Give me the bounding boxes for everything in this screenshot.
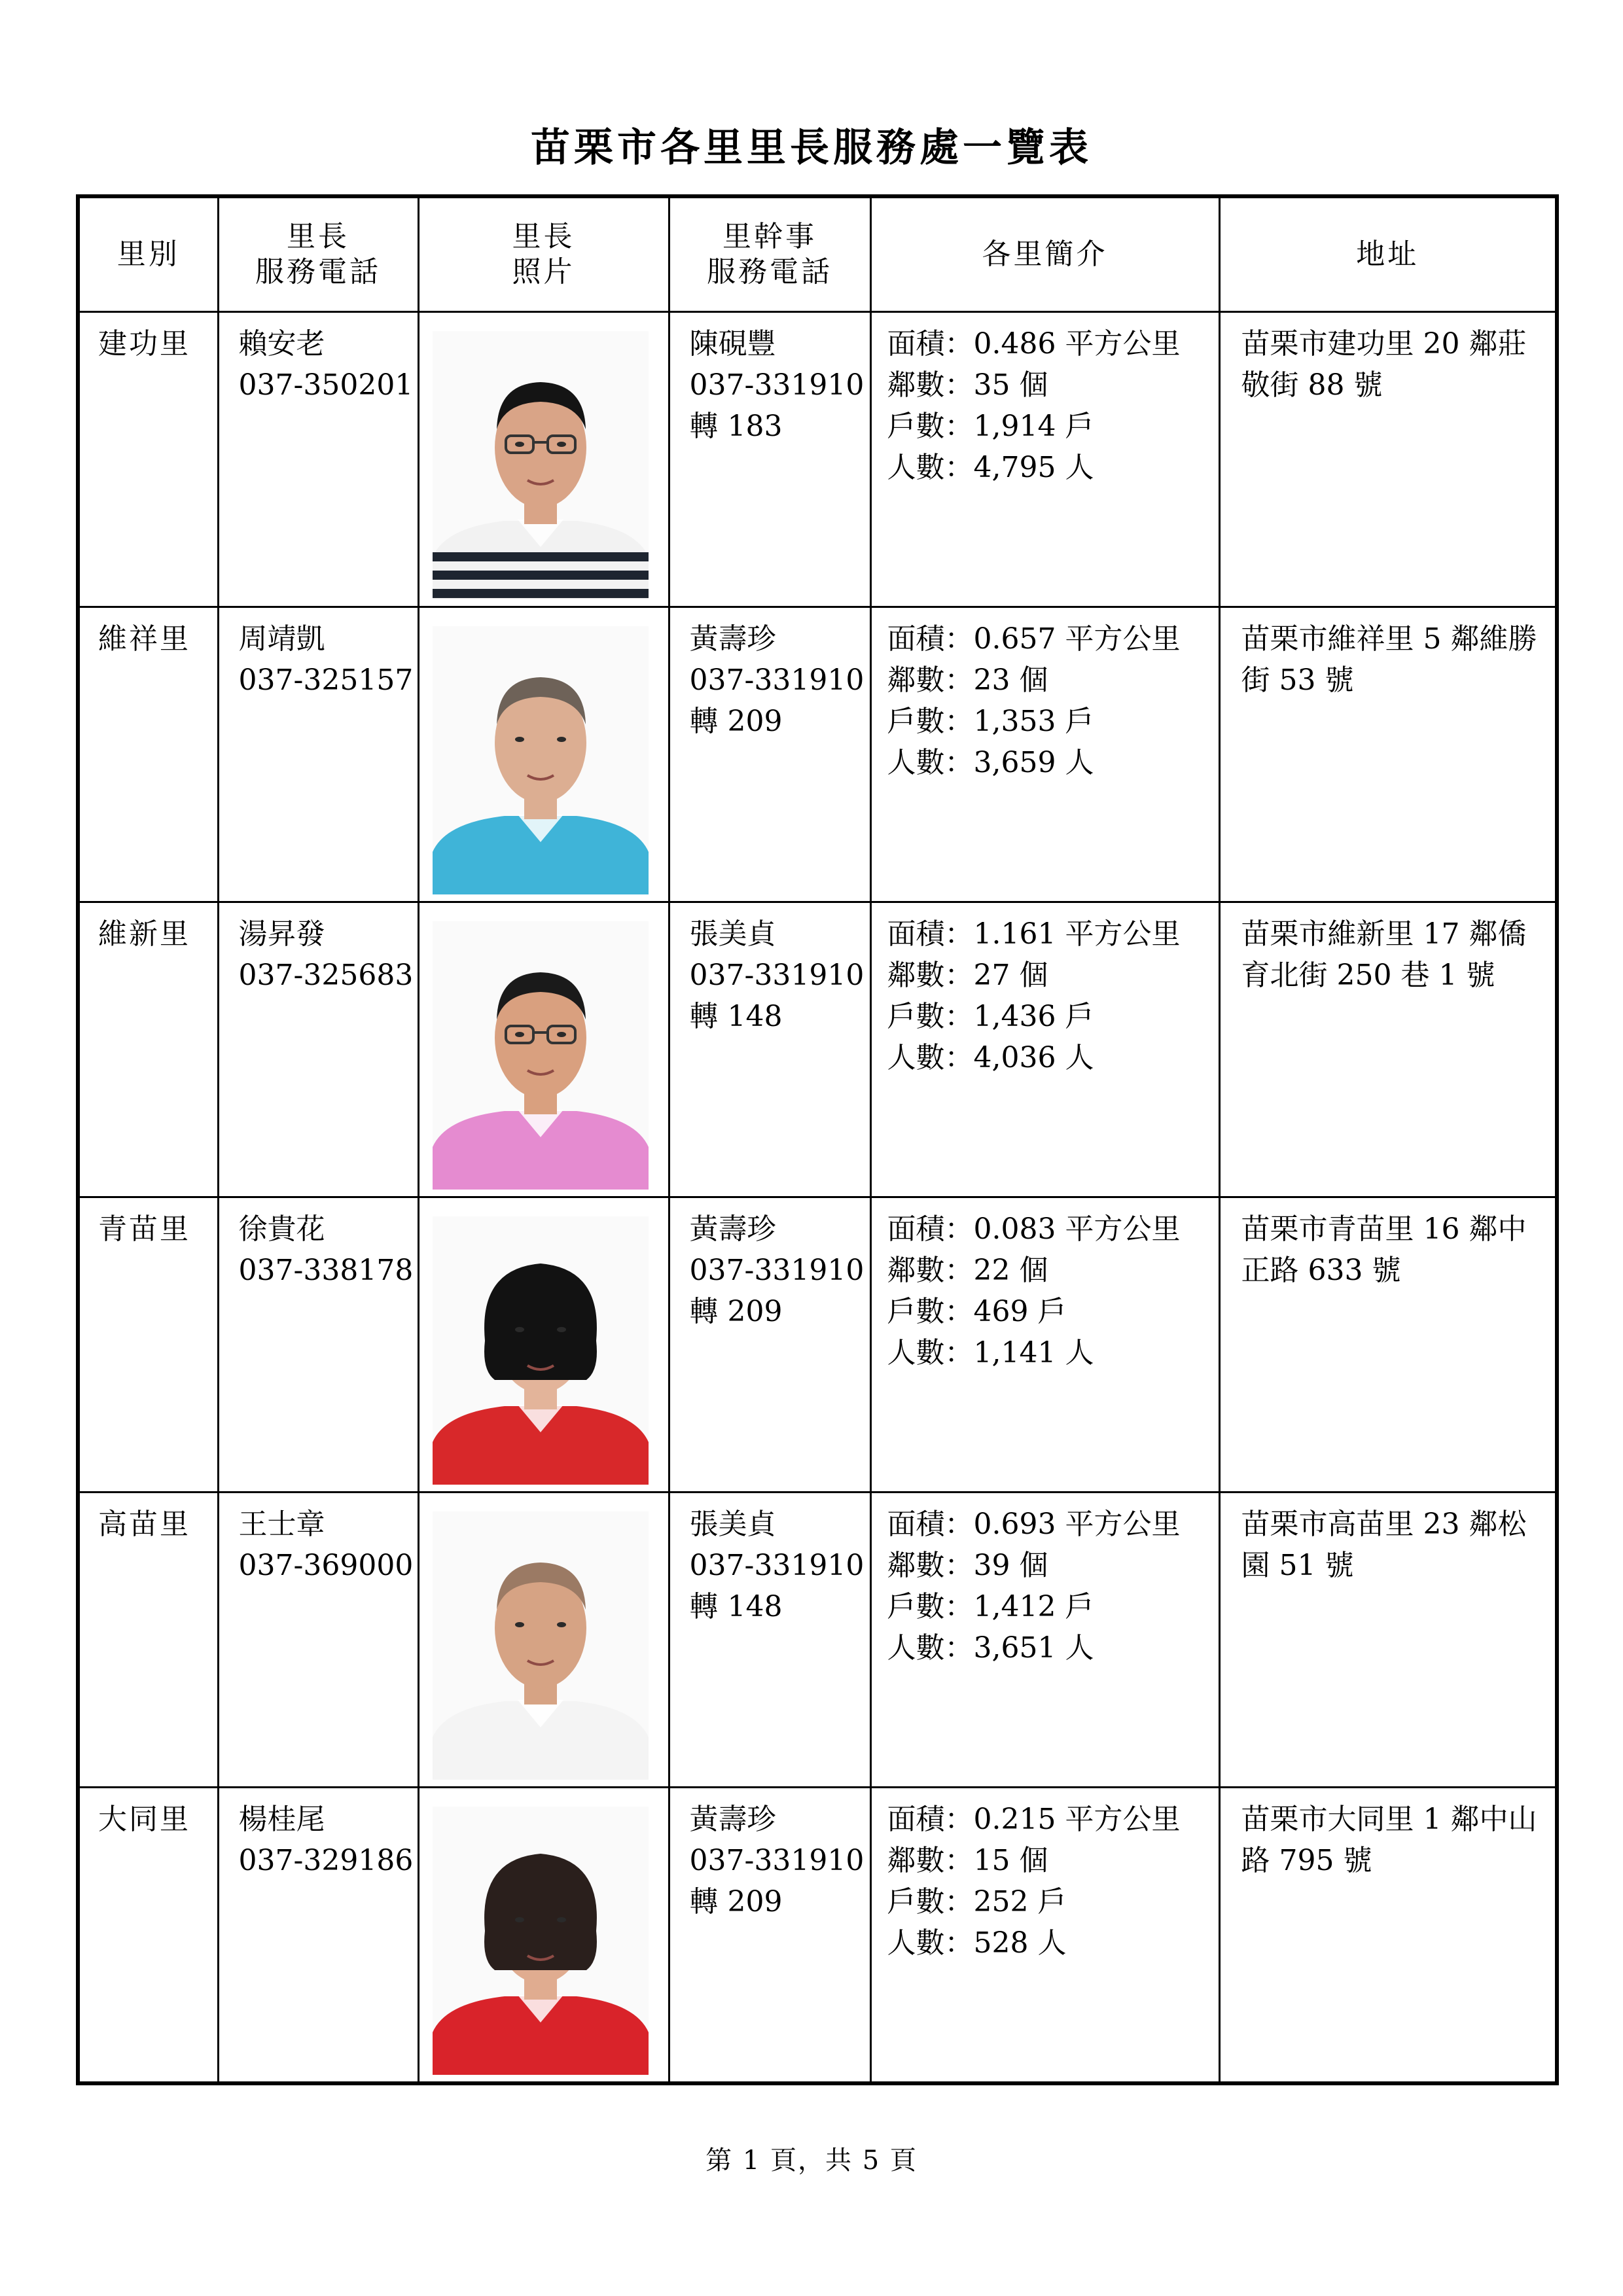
header-address: 地址 <box>1219 196 1557 312</box>
household-count: 戶數：1,353 戶 <box>887 704 1094 738</box>
address: 苗栗市建功里 20 鄰莊敬街 88 號 <box>1241 327 1527 402</box>
officer-name: 陳硯豐 <box>689 327 776 361</box>
area: 面積：0.083 平方公里 <box>887 1212 1181 1246</box>
portrait-illustration <box>433 626 649 894</box>
chief-cell <box>218 902 418 1197</box>
population-count: 人數：1,141 人 <box>887 1335 1094 1369</box>
village-cell <box>78 1492 218 1787</box>
area: 面積：0.657 平方公里 <box>887 622 1181 656</box>
page-title: 苗栗市各里里長服務處一覽表 <box>531 125 1092 171</box>
address-cell <box>1219 1197 1557 1492</box>
household-count: 戶數：1,412 戶 <box>887 1589 1094 1623</box>
chief-name: 楊桂尾 <box>238 1802 325 1836</box>
table-row <box>78 1787 1557 2083</box>
officer-cell <box>669 1492 870 1787</box>
officer-cell <box>669 607 870 902</box>
officer-phone: 037-331910 <box>689 958 865 992</box>
chief-cell <box>218 1787 418 2083</box>
address: 苗栗市高苗里 23 鄰松園 51 號 <box>1241 1507 1527 1582</box>
household-count: 戶數：252 戶 <box>887 1884 1067 1918</box>
officer-phone: 037-331910 <box>689 1548 865 1582</box>
table-row <box>78 1197 1557 1492</box>
officer-name: 張美貞 <box>689 917 776 951</box>
address-cell <box>1219 902 1557 1197</box>
area: 面積：0.693 平方公里 <box>887 1507 1181 1541</box>
officer-cell <box>669 312 870 607</box>
village-cell <box>78 1197 218 1492</box>
chief-cell <box>218 312 418 607</box>
household-count: 戶數：1,914 戶 <box>887 410 1094 443</box>
chief-name: 王士章 <box>238 1507 325 1541</box>
chief-phone: 037-325683 <box>238 958 414 992</box>
chief-cell <box>218 1492 418 1787</box>
neighborhood-count: 鄰數：39 個 <box>887 1548 1048 1582</box>
profile-cell <box>870 607 1219 902</box>
officer-name: 黃壽珍 <box>689 622 776 656</box>
neighborhood-count: 鄰數：35 個 <box>887 368 1048 402</box>
officer-name: 黃壽珍 <box>689 1212 776 1246</box>
officer-phone: 037-331910 <box>689 663 865 697</box>
chief-photo-cell <box>418 312 669 607</box>
officer-phone: 037-331910 <box>689 1253 865 1287</box>
officer-extension: 轉 209 <box>689 1294 783 1328</box>
chief-photo <box>433 1807 649 2075</box>
area: 面積：0.215 平方公里 <box>887 1802 1181 1836</box>
table-row <box>78 607 1557 902</box>
village-cell <box>78 312 218 607</box>
chief-photo-cell <box>418 607 669 902</box>
neighborhood-count: 鄰數：15 個 <box>887 1843 1048 1877</box>
header-profile: 各里簡介 <box>870 196 1219 312</box>
chief-cell <box>218 607 418 902</box>
officer-cell <box>669 1787 870 2083</box>
chief-phone: 037-369000 <box>238 1548 414 1582</box>
chief-phone: 037-329186 <box>238 1843 414 1877</box>
chief-name: 周靖凱 <box>238 622 325 656</box>
chief-phone: 037-325157 <box>238 663 414 697</box>
officer-extension: 轉 148 <box>689 1589 783 1623</box>
address-cell <box>1219 1492 1557 1787</box>
village-name: 高苗里 <box>98 1507 190 1541</box>
officer-phone: 037-331910 <box>689 368 865 402</box>
population-count: 人數：528 人 <box>887 1926 1067 1960</box>
village-cell <box>78 1787 218 2083</box>
chief-photo <box>433 331 649 599</box>
address-cell <box>1219 312 1557 607</box>
portrait-illustration <box>433 331 649 599</box>
population-count: 人數：3,659 人 <box>887 745 1094 779</box>
profile-cell <box>870 902 1219 1197</box>
chief-photo <box>433 921 649 1190</box>
chief-photo <box>433 1511 649 1780</box>
table-row <box>78 1492 1557 1787</box>
chief-name: 湯昇發 <box>238 917 325 951</box>
portrait-illustration <box>433 1511 649 1780</box>
village-name: 維祥里 <box>98 622 190 656</box>
chief-name: 徐貴花 <box>238 1212 325 1246</box>
village-name: 維新里 <box>98 917 190 951</box>
neighborhood-count: 鄰數：22 個 <box>887 1253 1048 1287</box>
officer-name: 黃壽珍 <box>689 1802 776 1836</box>
chief-photo <box>433 626 649 894</box>
header-village: 里別 <box>78 196 218 312</box>
profile-cell <box>870 1787 1219 2083</box>
area: 面積：1.161 平方公里 <box>887 917 1181 951</box>
table-row <box>78 312 1557 607</box>
population-count: 人數：4,795 人 <box>887 451 1094 484</box>
profile-cell <box>870 312 1219 607</box>
officer-extension: 轉 183 <box>689 410 783 443</box>
population-count: 人數：4,036 人 <box>887 1040 1094 1074</box>
address: 苗栗市大同里 1 鄰中山路 795 號 <box>1241 1802 1537 1877</box>
chief-name: 賴安老 <box>238 327 325 361</box>
village-cell <box>78 607 218 902</box>
portrait-illustration <box>433 1216 649 1485</box>
chief-phone: 037-350201 <box>238 368 414 402</box>
chief-photo-cell <box>418 1787 669 2083</box>
profile-cell <box>870 1492 1219 1787</box>
village-name: 青苗里 <box>98 1212 190 1246</box>
officer-extension: 轉 148 <box>689 999 783 1033</box>
village-name: 大同里 <box>98 1802 190 1836</box>
chief-photo-cell <box>418 1197 669 1492</box>
population-count: 人數：3,651 人 <box>887 1631 1094 1665</box>
neighborhood-count: 鄰數：27 個 <box>887 958 1048 992</box>
household-count: 戶數：469 戶 <box>887 1294 1067 1328</box>
header-chief-photo: 里長 照片 <box>418 196 669 312</box>
household-count: 戶數：1,436 戶 <box>887 999 1094 1033</box>
officer-phone: 037-331910 <box>689 1843 865 1877</box>
neighborhood-count: 鄰數：23 個 <box>887 663 1048 697</box>
address: 苗栗市維祥里 5 鄰維勝街 53 號 <box>1241 622 1537 697</box>
table-header-row <box>78 196 1557 312</box>
page-number: 第 1 頁，共 5 頁 <box>705 2146 918 2176</box>
chief-photo <box>433 1216 649 1485</box>
header-chief-phone: 里長 服務電話 <box>218 196 418 312</box>
address-cell <box>1219 607 1557 902</box>
portrait-illustration <box>433 1807 649 2075</box>
portrait-illustration <box>433 921 649 1190</box>
village-name: 建功里 <box>98 327 190 361</box>
chief-photo-cell <box>418 1492 669 1787</box>
officer-name: 張美貞 <box>689 1507 776 1541</box>
profile-cell <box>870 1197 1219 1492</box>
officer-cell <box>669 1197 870 1492</box>
table-row <box>78 902 1557 1197</box>
village-cell <box>78 902 218 1197</box>
header-officer-phone: 里幹事 服務電話 <box>669 196 870 312</box>
chief-cell <box>218 1197 418 1492</box>
chief-phone: 037-338178 <box>238 1253 414 1287</box>
address: 苗栗市青苗里 16 鄰中正路 633 號 <box>1241 1212 1527 1287</box>
village-chief-table <box>76 194 1559 2085</box>
officer-extension: 轉 209 <box>689 704 783 738</box>
chief-photo-cell <box>418 902 669 1197</box>
address: 苗栗市維新里 17 鄰僑育北街 250 巷 1 號 <box>1241 917 1527 992</box>
area: 面積：0.486 平方公里 <box>887 327 1181 361</box>
address-cell <box>1219 1787 1557 2083</box>
officer-extension: 轉 209 <box>689 1884 783 1918</box>
officer-cell <box>669 902 870 1197</box>
